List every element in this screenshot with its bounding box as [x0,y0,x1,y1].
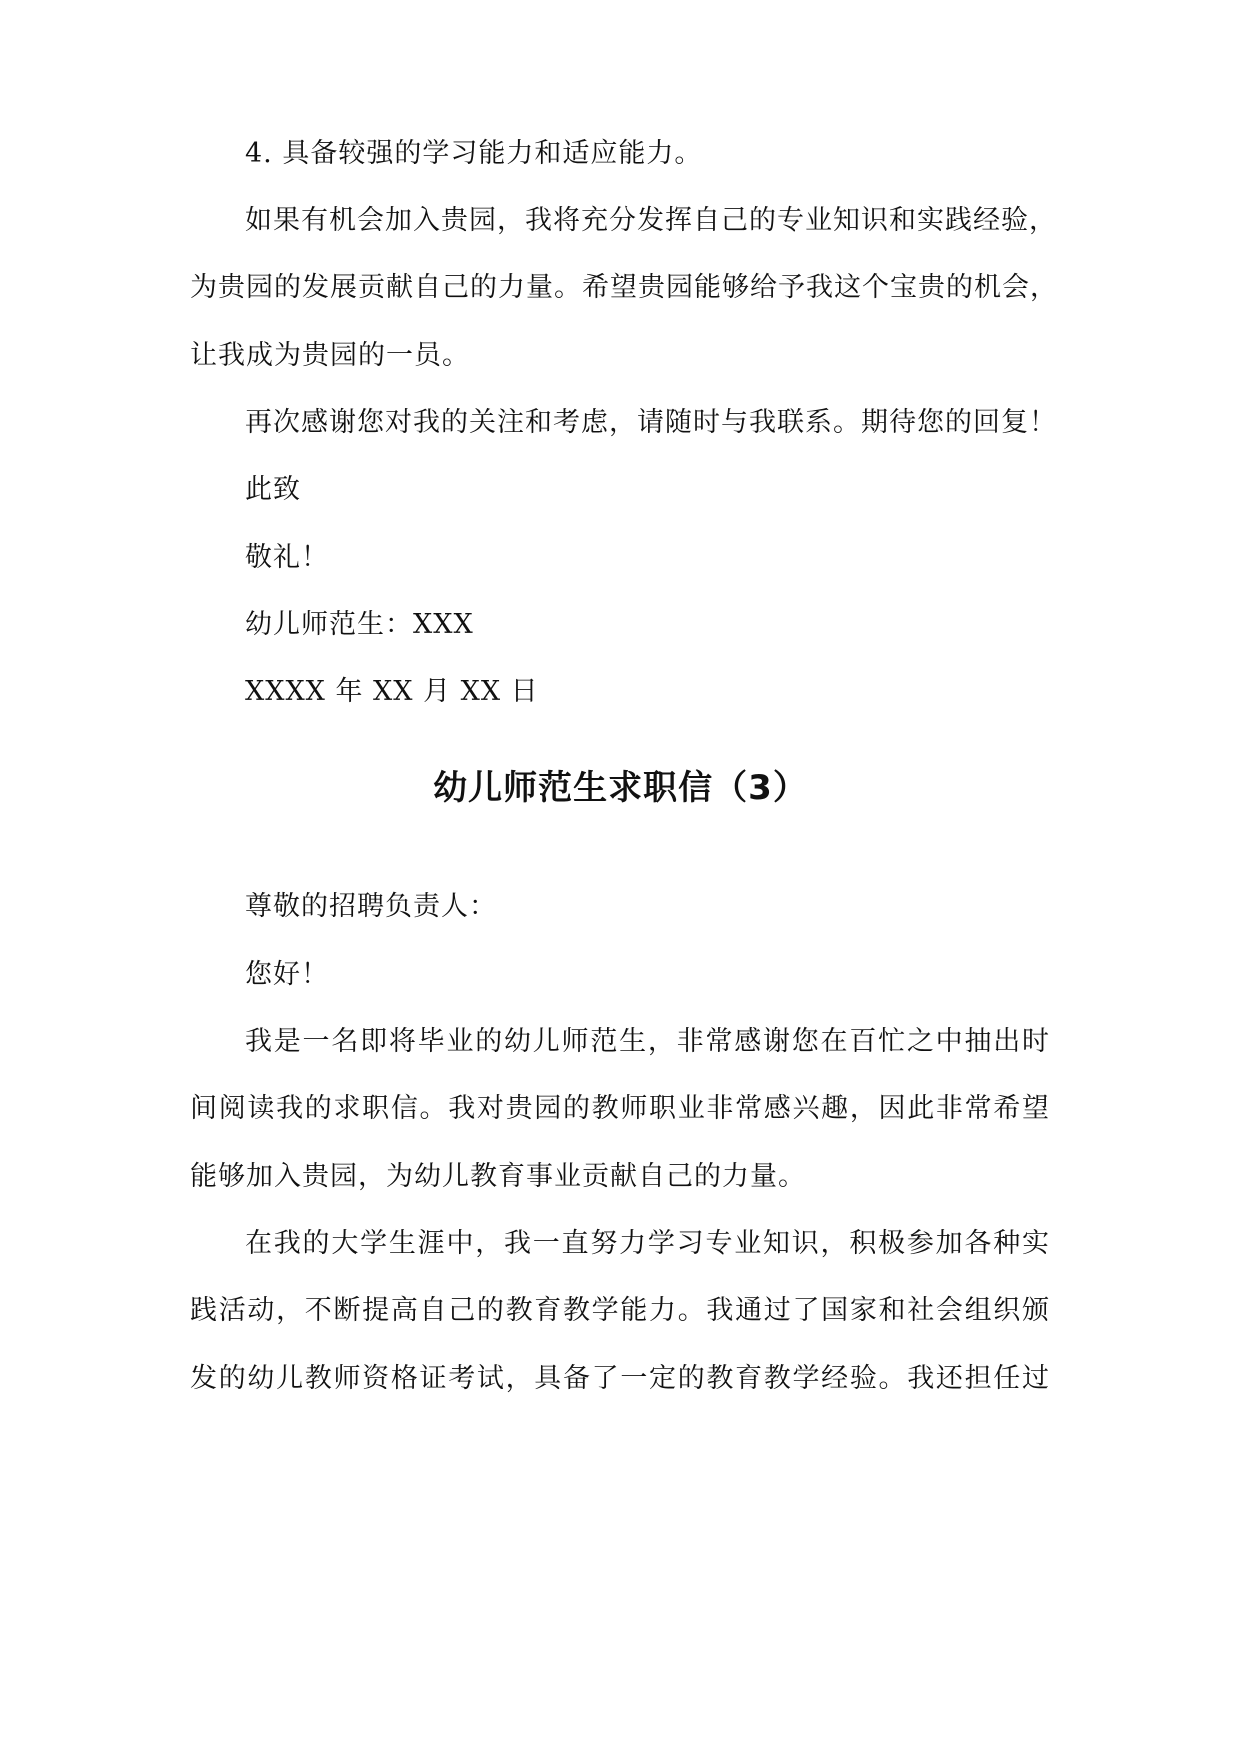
signature: 幼儿师范生：XXX [245,609,474,640]
paragraph-line: 发的幼儿教师资格证考试，具备了一定的教育教学经验。我还担任过 [190,1363,1050,1394]
paragraph-line: 让我成为贵园的一员。 [190,340,470,371]
paragraph-line: 为贵园的发展贡献自己的力量。希望贵园能够给予我这个宝贵的机会， [190,272,1058,303]
closing-line: 敬礼！ [245,542,329,573]
date: XXXX 年 XX 月 XX 日 [245,676,539,707]
closing-line: 此致 [245,474,301,505]
section-title: 幼儿师范生求职信（3） [433,768,808,808]
paragraph-line: 我是一名即将毕业的幼儿师范生，非常感谢您在百忙之中抽出时 [245,1026,1050,1057]
salutation: 尊敬的招聘负责人： [245,891,497,922]
paragraph-line: 间阅读我的求职信。我对贵园的教师职业非常感兴趣，因此非常希望 [190,1093,1050,1124]
paragraph-line: 再次感谢您对我的关注和考虑，请随时与我联系。期待您的回复！ [245,407,1057,438]
paragraph-line: 能够加入贵园，为幼儿教育事业贡献自己的力量。 [190,1161,806,1192]
paragraph-line: 在我的大学生涯中，我一直努力学习专业知识，积极参加各种实 [245,1228,1050,1259]
paragraph-line: 如果有机会加入贵园，我将充分发挥自己的专业知识和实践经验， [245,205,1057,236]
list-item-4: 4. 具备较强的学习能力和适应能力。 [245,138,703,169]
paragraph-line: 践活动，不断提高自己的教育教学能力。我通过了国家和社会组织颁 [190,1295,1050,1326]
greeting: 您好！ [245,959,329,990]
